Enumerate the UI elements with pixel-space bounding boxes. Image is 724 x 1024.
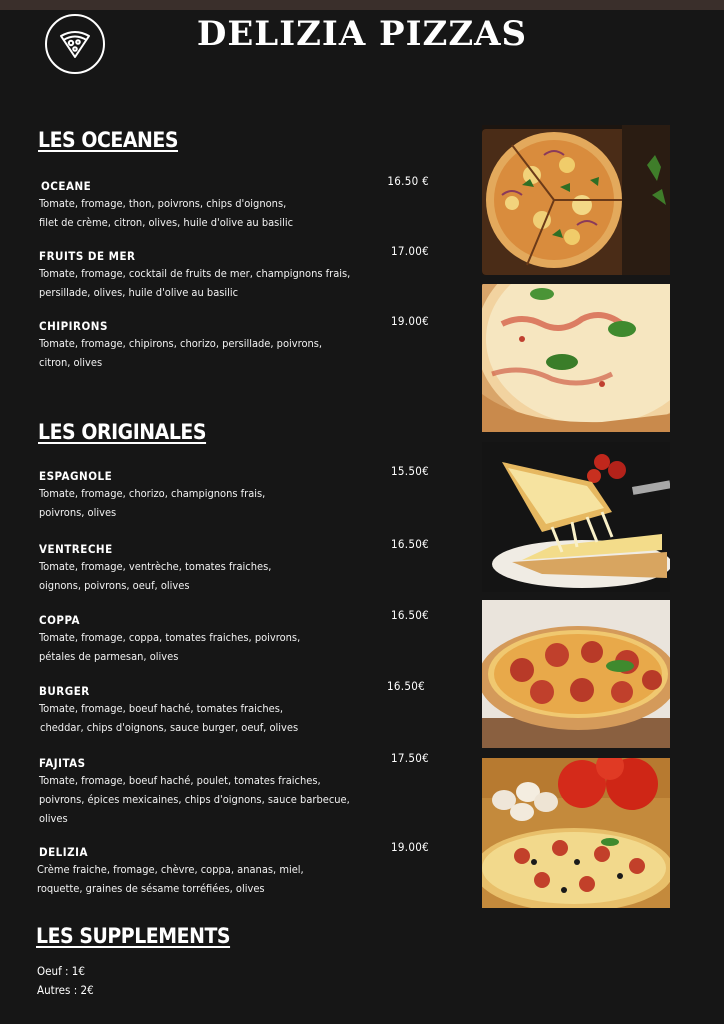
supplement-line: Autres : 2€ [37, 983, 94, 997]
pizza-photo-cheese-pull [482, 442, 670, 592]
item-description: Tomate, fromage, boeuf haché, tomates fraiches, cheddar, chips d'oignons, sauce burger, oeuf, olives [39, 702, 299, 734]
item-name: COPPA [39, 613, 80, 627]
item-description: Tomate, fromage, boeuf haché, poulet, tomates fraiches, poivrons, épices mexicaines, chips d'oignons, sauce barbecue, olives [39, 774, 350, 825]
item-name: DELIZIA [39, 845, 88, 859]
item-description: Tomate, fromage, chorizo, champignons frais, poivrons, olives [39, 487, 266, 519]
pizza-photo-pepperoni [482, 600, 670, 748]
item-description: Tomate, fromage, thon, poivrons, chips d'oignons, filet de crème, citron, olives, huile d'olive au basilic [39, 197, 294, 229]
item-price: 16.50€ [387, 679, 425, 693]
section-title-supplements: LES SUPPLEMENTS [36, 924, 231, 948]
item-name: OCEANE [41, 179, 92, 193]
item-name: VENTRECHE [39, 542, 113, 556]
item-description: Tomate, fromage, coppa, tomates fraiches, poivrons, pétales de parmesan, olives [39, 631, 301, 663]
item-price: 16.50€ [391, 608, 429, 622]
menu-item-fruits-de-mer [39, 244, 429, 302]
supplement-line: Oeuf : 1€ [37, 964, 85, 978]
section-title-originales: LES ORIGINALES [38, 420, 207, 444]
item-price: 19.00€ [391, 840, 429, 854]
top-bar [0, 0, 724, 10]
item-name: FAJITAS [39, 756, 86, 770]
item-price: 16.50€ [391, 537, 429, 551]
item-description: Tomate, fromage, ventrèche, tomates fraiches, oignons, poivrons, oeuf, olives [39, 560, 272, 592]
menu-item-ventreche [39, 537, 429, 595]
item-price: 19.00€ [391, 314, 429, 328]
menu-item-coppa [39, 608, 429, 666]
menu-item-espagnole [39, 464, 429, 522]
item-description: Tomate, fromage, cocktail de fruits de mer, champignons frais, persillade, olives, huile d'olive au basilic [39, 267, 351, 299]
pizza-photo-margherita [482, 284, 670, 432]
menu-item-fajitas [39, 751, 429, 828]
page-title: DELIZIA PIZZAS [196, 14, 528, 54]
item-description: Crème fraiche, fromage, chèvre, coppa, ananas, miel, roquette, graines de sésame torréfiées, olives [37, 863, 304, 895]
pizza-photo-mushroom [482, 758, 670, 908]
menu-item-burger [39, 679, 429, 737]
item-name: FRUITS DE MER [39, 249, 136, 263]
item-description: Tomate, fromage, chipirons, chorizo, persillade, poivrons, citron, olives [39, 337, 323, 369]
menu-item-chipirons [39, 314, 429, 372]
pizza-photo-chicken [482, 125, 670, 275]
item-name: CHIPIRONS [39, 319, 108, 333]
item-name: BURGER [39, 684, 90, 698]
item-price: 17.00€ [391, 244, 429, 258]
item-name: ESPAGNOLE [39, 469, 113, 483]
item-price: 16.50 € [387, 174, 429, 188]
section-title-oceanes: LES OCEANES [38, 128, 179, 152]
item-price: 17.50€ [391, 751, 429, 765]
menu-item-delizia [37, 840, 429, 898]
item-price: 15.50€ [391, 464, 429, 478]
menu-item-oceane [39, 174, 429, 232]
